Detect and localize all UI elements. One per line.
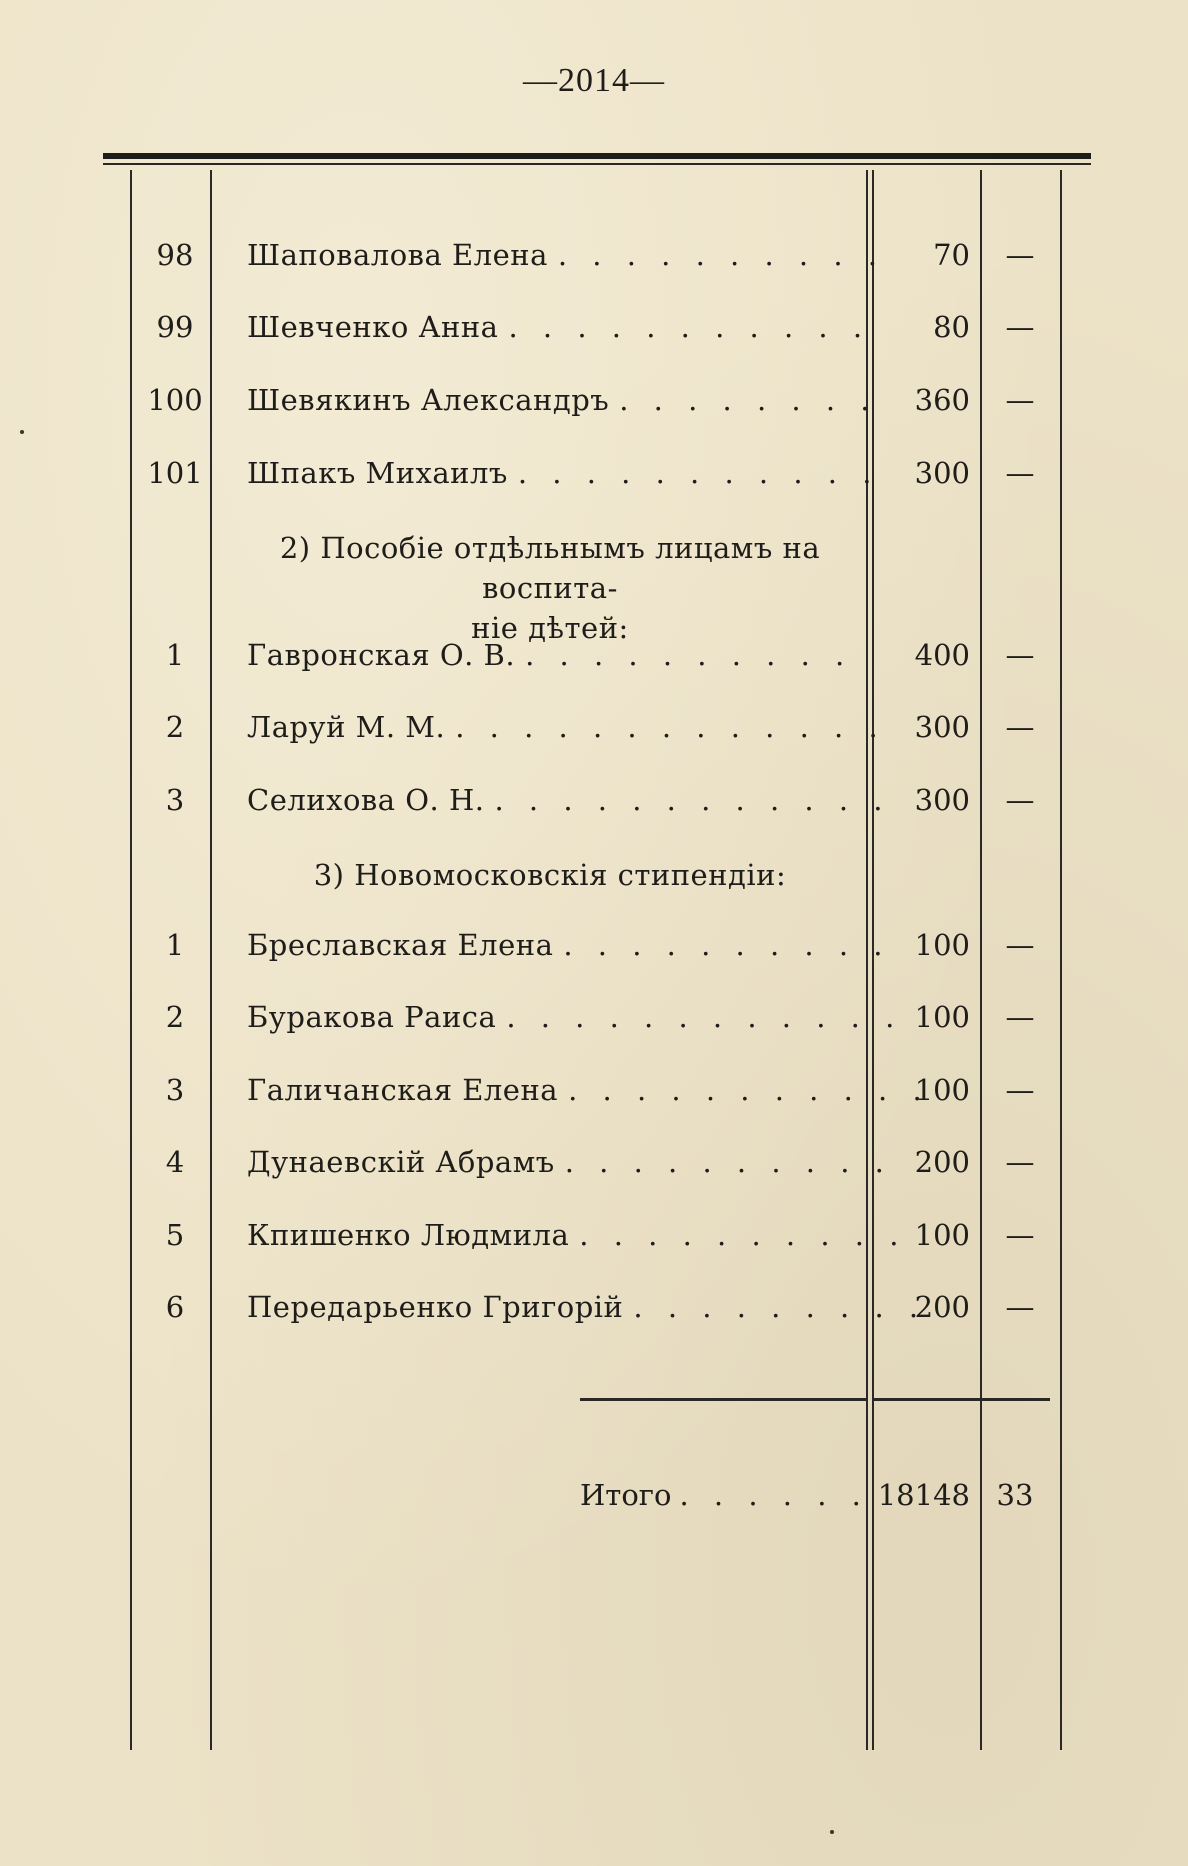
- sum-rule: [580, 1398, 866, 1401]
- row-kopecks: —: [1005, 1073, 1035, 1107]
- section-heading: [230, 855, 870, 895]
- leader-dots: . . . . . . . .: [619, 383, 878, 417]
- name-text: Шевякинъ Александръ: [247, 383, 610, 417]
- name-text: Галичанская Елена: [247, 1073, 559, 1107]
- row-kopecks: —: [1005, 1290, 1035, 1324]
- total-amount: 18148: [877, 1478, 970, 1512]
- leader-dots: . . . . . . . . . .: [563, 928, 891, 962]
- row-number: 4: [165, 1145, 185, 1179]
- row-number: 1: [165, 928, 185, 962]
- leader-dots: . . . . . . . . . . . .: [494, 783, 891, 817]
- leader-dots: . . . . . . . . . . .: [517, 456, 880, 490]
- row-amount: 100: [914, 1073, 970, 1107]
- row-number: 1: [165, 638, 185, 672]
- row-amount: 100: [914, 1000, 970, 1034]
- row-name: [247, 448, 880, 498]
- name-text: Гавронская О. В.: [247, 638, 516, 672]
- table-row: [0, 630, 1188, 680]
- top-rule: [103, 153, 1091, 159]
- name-text: Буракова Раиса: [247, 1000, 497, 1034]
- row-number: 101: [147, 456, 203, 490]
- row-number: 3: [165, 1073, 185, 1107]
- row-amount: 80: [933, 310, 970, 344]
- row-number: 99: [156, 310, 194, 344]
- section-heading-line: 3) Новомосковскія стипендіи:: [313, 858, 787, 892]
- row-amount: 200: [914, 1145, 970, 1179]
- row-number: 2: [165, 710, 185, 744]
- row-kopecks: —: [1005, 1000, 1035, 1034]
- table-row: [0, 702, 1188, 752]
- row-kopecks: —: [1005, 383, 1035, 417]
- row-amount: 100: [914, 1218, 970, 1252]
- row-number: 100: [147, 383, 203, 417]
- table-row: [0, 1065, 1188, 1115]
- table-row: [0, 775, 1188, 825]
- row-amount: 300: [914, 456, 970, 490]
- row-name: [247, 630, 857, 680]
- leader-dots: . . . . . . . . . . .: [508, 310, 871, 344]
- page-number: —2014—: [523, 62, 665, 99]
- total-label-text: Итого: [580, 1478, 672, 1512]
- row-name: [247, 775, 891, 825]
- name-text: Кпишенко Людмила: [247, 1218, 570, 1252]
- leader-dots: . . . . . . . . . . . . .: [455, 710, 886, 744]
- total-kopecks: 33: [996, 1478, 1034, 1512]
- name-text: Передарьенко Григорій: [247, 1290, 624, 1324]
- table-row: [0, 992, 1188, 1042]
- leader-dots: . . . . . . . . . .: [564, 1145, 892, 1179]
- row-amount: 400: [914, 638, 970, 672]
- row-kopecks: —: [1005, 310, 1035, 344]
- table-row: [0, 1137, 1188, 1187]
- row-amount: 200: [914, 1290, 970, 1324]
- sum-rule: [872, 1398, 980, 1401]
- row-number: 5: [165, 1218, 185, 1252]
- row-kopecks: —: [1005, 783, 1035, 817]
- leader-dots: . . . . . . . . . .: [525, 638, 853, 672]
- name-text: Селихова О. Н.: [247, 783, 485, 817]
- total-label: [580, 1470, 869, 1520]
- section-heading-line: ніе дѣтей:: [471, 611, 629, 645]
- name-text: Бреславская Елена: [247, 928, 554, 962]
- row-name: [247, 1137, 892, 1187]
- row-name: [247, 1065, 930, 1115]
- top-rule-thin: [103, 163, 1091, 165]
- row-name: [247, 302, 871, 352]
- row-name: [247, 230, 886, 280]
- row-kopecks: —: [1005, 1218, 1035, 1252]
- row-number: 3: [165, 783, 185, 817]
- leader-dots: . . . . . . . . . . .: [568, 1073, 930, 1107]
- table-row: [0, 448, 1188, 498]
- print-speck: [20, 430, 24, 434]
- row-kopecks: —: [1005, 1145, 1035, 1179]
- row-number: 6: [165, 1290, 185, 1324]
- table-row: [0, 230, 1188, 280]
- row-kopecks: —: [1005, 238, 1035, 272]
- name-text: Шевченко Анна: [247, 310, 499, 344]
- name-text: Дунаевскій Абрамъ: [247, 1145, 555, 1179]
- row-number: 2: [165, 1000, 185, 1034]
- row-kopecks: —: [1005, 710, 1035, 744]
- table-row: [0, 920, 1188, 970]
- table-row: [0, 1210, 1188, 1260]
- row-amount: 70: [933, 238, 970, 272]
- leader-dots: . . . . . . . . . .: [579, 1218, 907, 1252]
- row-name: [247, 1210, 907, 1260]
- row-amount: 360: [914, 383, 970, 417]
- row-name: [247, 375, 878, 425]
- row-amount: 100: [914, 928, 970, 962]
- row-number: 98: [156, 238, 194, 272]
- row-kopecks: —: [1005, 456, 1035, 490]
- sum-rule: [980, 1398, 1050, 1401]
- row-kopecks: —: [1005, 638, 1035, 672]
- print-speck: [830, 1830, 834, 1834]
- row-name: [247, 702, 886, 752]
- row-name: [247, 1282, 927, 1332]
- leader-dots: . . . . . . . . .: [633, 1290, 927, 1324]
- table-row: [0, 302, 1188, 352]
- table-row: [0, 1282, 1188, 1332]
- leader-dots: . . . . . .: [679, 1478, 869, 1512]
- table-row: [0, 375, 1188, 425]
- leader-dots: . . . . . . . . . .: [557, 238, 886, 272]
- row-amount: 300: [914, 710, 970, 744]
- name-text: Шпакъ Михаилъ: [247, 456, 508, 490]
- row-kopecks: —: [1005, 928, 1035, 962]
- leader-dots: . . . . . . . . . . . .: [506, 1000, 903, 1034]
- row-amount: 300: [914, 783, 970, 817]
- name-text: Ларуй М. М.: [247, 710, 446, 744]
- section-heading-line: 2) Пособіе отдѣльнымъ лицамъ на воспита-: [279, 531, 821, 605]
- name-text: Шаповалова Елена: [247, 238, 548, 272]
- row-name: [247, 920, 891, 970]
- row-name: [247, 992, 903, 1042]
